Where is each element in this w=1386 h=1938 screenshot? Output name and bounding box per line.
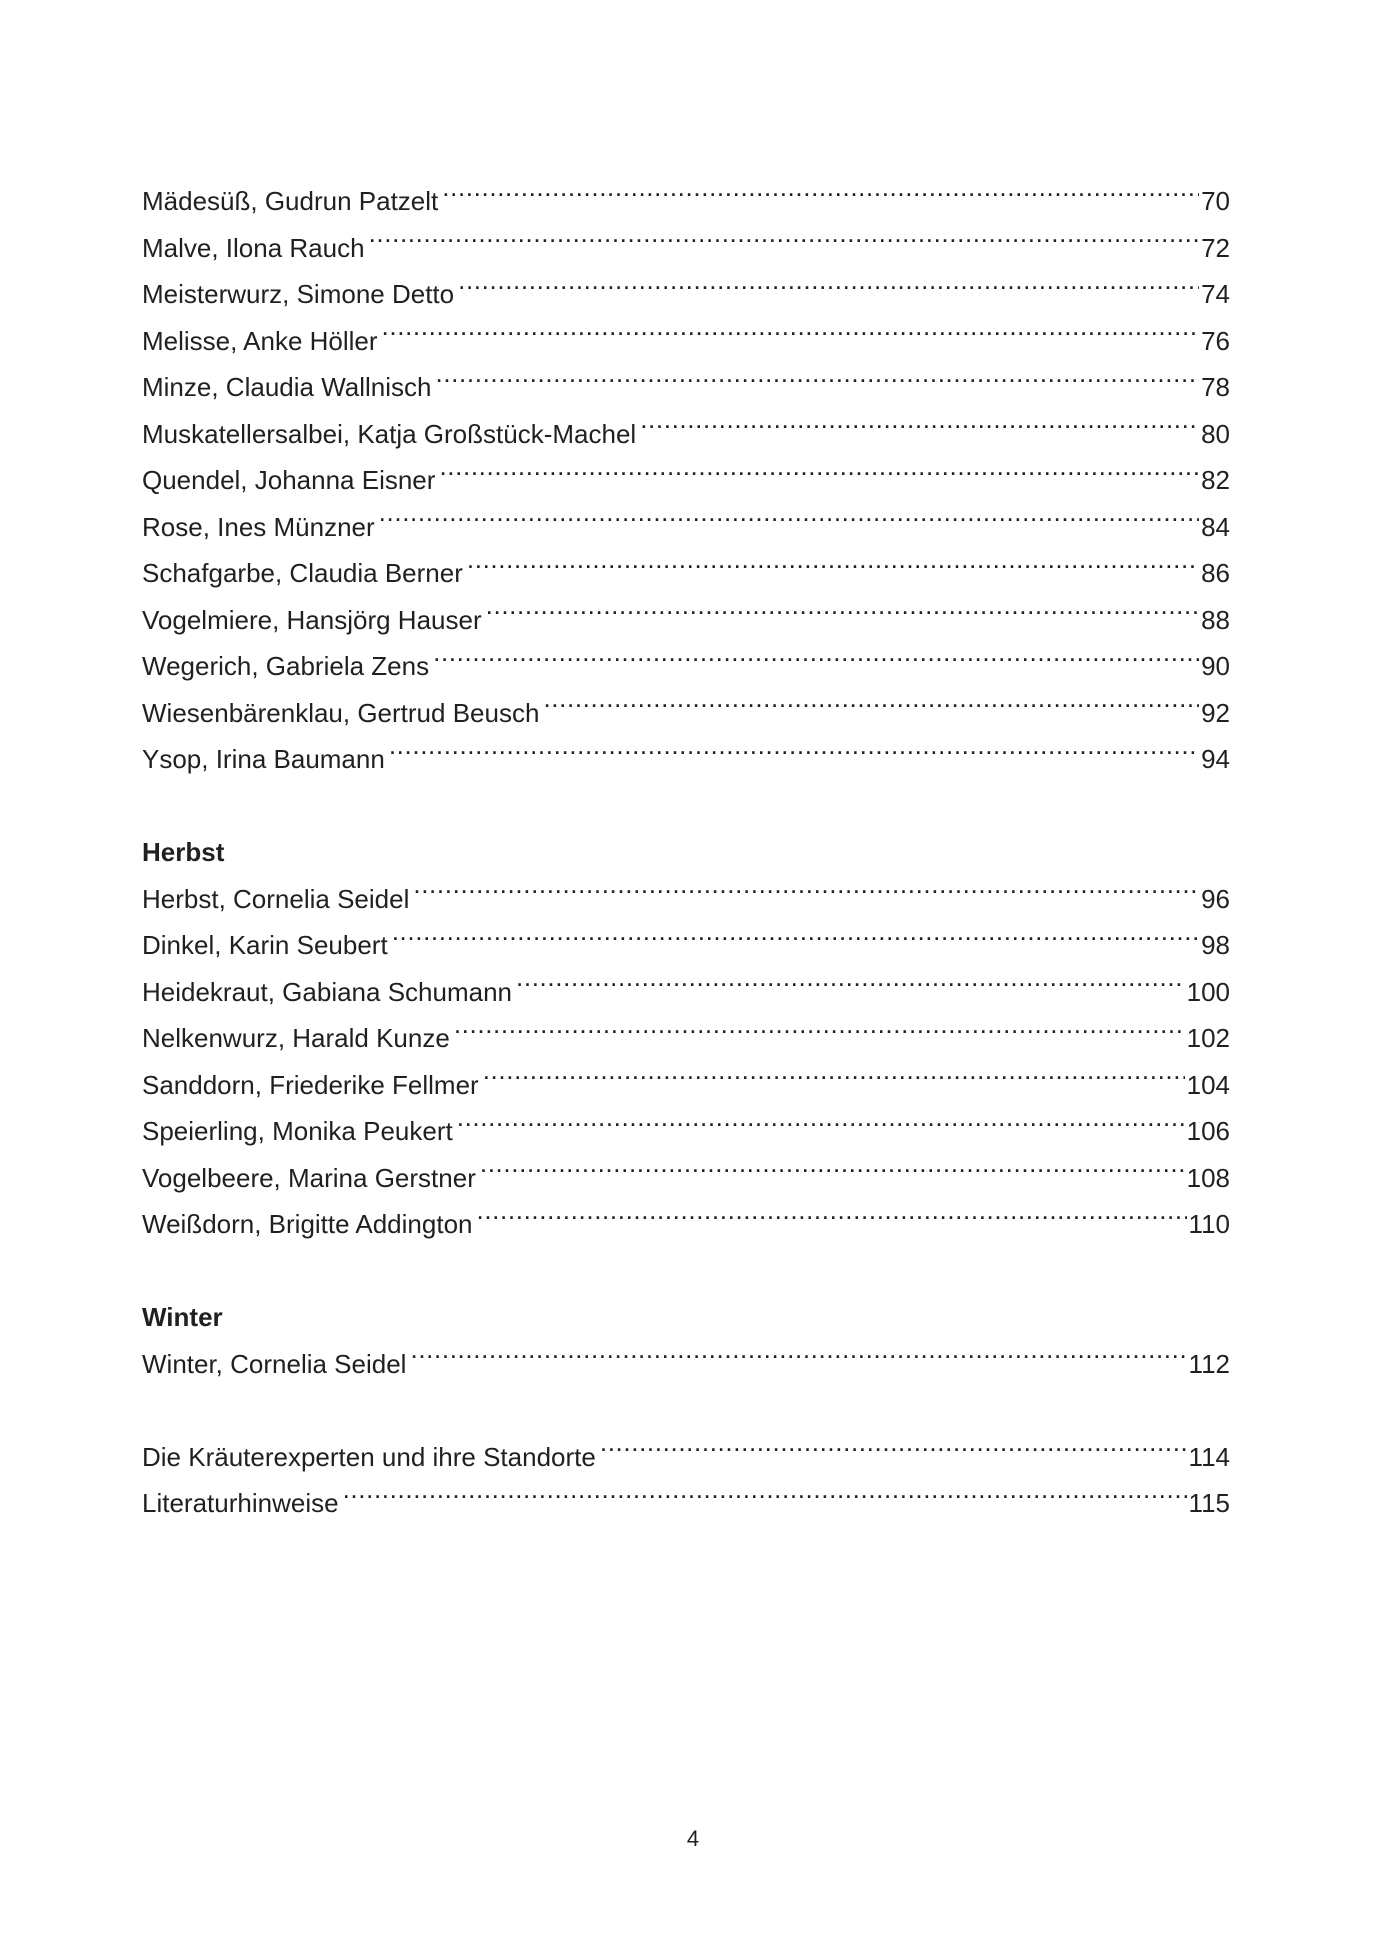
toc-entry-title: Meisterwurz, Simone Detto [142, 279, 455, 309]
dot-leader [382, 324, 1200, 350]
toc-entry-title: Weißdorn, Brigitte Addington [142, 1209, 473, 1239]
toc-entry-title: Muskatellersalbei, Katja Großstück-Machel [142, 418, 637, 449]
dot-leader [516, 975, 1185, 1001]
section-spacer [142, 1387, 1230, 1434]
toc-entry-page: 115 [1188, 1488, 1230, 1518]
section-spacer [142, 1248, 1230, 1295]
toc-entry[interactable] [142, 969, 1230, 1016]
toc-entry-page: 96 [1201, 883, 1230, 914]
toc-entry-page: 94 [1201, 744, 1230, 774]
toc-entry-page: 82 [1201, 465, 1230, 495]
toc-entry-page: 86 [1201, 558, 1230, 588]
toc-entry[interactable] [142, 922, 1230, 969]
toc-entry-title: Nelkenwurz, Harald Kunze [142, 1023, 450, 1053]
toc-entry[interactable] [142, 364, 1230, 411]
dot-leader [458, 277, 1199, 303]
toc-entry-page: 70 [1201, 186, 1230, 216]
toc-entry-page: 90 [1201, 651, 1230, 681]
dot-leader [486, 603, 1199, 629]
toc-entry-page: 104 [1186, 1069, 1230, 1100]
toc-entry-page: 100 [1186, 976, 1230, 1007]
toc-entry-page: 88 [1201, 604, 1230, 635]
toc-entry[interactable] [142, 457, 1230, 504]
dot-leader [410, 1347, 1186, 1373]
toc-entry-title: Wegerich, Gabriela Zens [142, 651, 430, 681]
toc-entry-title: Rose, Ines Münzner [142, 511, 375, 542]
toc-entry[interactable] [142, 690, 1230, 737]
dot-leader [600, 1440, 1187, 1466]
toc-entry[interactable] [142, 597, 1230, 644]
dot-leader [457, 1114, 1185, 1140]
section-spacer [142, 783, 1230, 830]
toc-entry[interactable] [142, 643, 1230, 690]
toc-entry[interactable] [142, 411, 1230, 458]
dot-leader [433, 649, 1199, 675]
dot-leader [483, 1068, 1185, 1094]
toc-entry-title: Vogelmiere, Hansjörg Hauser [142, 604, 482, 635]
toc-entry-title: Minze, Claudia Wallnisch [142, 372, 432, 402]
toc-entry-title: Speierling, Monika Peukert [142, 1116, 453, 1146]
toc-entry[interactable] [142, 1201, 1230, 1248]
toc-entry[interactable] [142, 271, 1230, 318]
dot-leader [640, 417, 1199, 443]
toc-entry[interactable] [142, 1341, 1230, 1388]
toc-entry-title: Dinkel, Karin Seubert [142, 930, 388, 960]
toc-body [142, 178, 1230, 1527]
toc-entry-page: 74 [1201, 279, 1230, 309]
dot-leader [454, 1021, 1185, 1047]
toc-entry-page: 72 [1201, 232, 1230, 263]
toc-entry[interactable] [142, 1062, 1230, 1109]
dot-leader [392, 928, 1199, 954]
toc-entry[interactable] [142, 876, 1230, 923]
dot-leader [379, 510, 1199, 536]
toc-entry-title: Melisse, Anke Höller [142, 325, 378, 356]
dot-leader [413, 882, 1199, 908]
toc-entry[interactable] [142, 225, 1230, 272]
toc-entry[interactable] [142, 1480, 1230, 1527]
toc-entry-page: 78 [1201, 372, 1230, 402]
toc-entry-title: Heidekraut, Gabiana Schumann [142, 976, 513, 1007]
toc-entry-page: 110 [1188, 1209, 1230, 1239]
toc-entry[interactable] [142, 1108, 1230, 1155]
toc-entry-title: Winter, Cornelia Seidel [142, 1348, 407, 1379]
toc-entry-page: 92 [1201, 697, 1230, 728]
dot-leader [343, 1486, 1187, 1512]
toc-entry-title: Die Kräuterexperten und ihre Standorte [142, 1441, 596, 1472]
toc-entry[interactable] [142, 1434, 1230, 1481]
dot-leader [467, 556, 1199, 582]
toc-entry-title: Literaturhinweise [142, 1488, 339, 1518]
toc-entry-title: Vogelbeere, Marina Gerstner [142, 1162, 476, 1193]
toc-entry-title: Malve, Ilona Rauch [142, 232, 365, 263]
toc-entry-title: Mädesüß, Gudrun Patzelt [142, 186, 439, 216]
section-heading: Winter [142, 1302, 223, 1332]
toc-entry[interactable] [142, 178, 1230, 225]
toc-entry-page: 106 [1186, 1116, 1230, 1146]
table-of-contents [142, 178, 1230, 1527]
toc-entry-title: Ysop, Irina Baumann [142, 744, 385, 774]
toc-entry-page: 76 [1201, 325, 1230, 356]
toc-entry-page: 80 [1201, 418, 1230, 449]
dot-leader [480, 1161, 1185, 1187]
dot-leader [369, 231, 1200, 257]
dot-leader [439, 463, 1199, 489]
toc-entry-title: Sanddorn, Friederike Fellmer [142, 1069, 479, 1100]
toc-entry-page: 114 [1188, 1441, 1230, 1472]
toc-entry[interactable] [142, 550, 1230, 597]
dot-leader [389, 742, 1199, 768]
section-heading: Herbst [142, 837, 225, 867]
toc-entry-title: Wiesenbärenklau, Gertrud Beusch [142, 697, 540, 728]
page-number: 4 [686, 1826, 700, 1851]
dot-leader [543, 696, 1199, 722]
toc-entry[interactable] [142, 318, 1230, 365]
toc-entry-page: 112 [1188, 1348, 1230, 1379]
toc-entry-title: Herbst, Cornelia Seidel [142, 883, 410, 914]
dot-leader [476, 1207, 1186, 1233]
toc-entry[interactable] [142, 736, 1230, 783]
toc-entry-page: 108 [1186, 1162, 1230, 1193]
toc-entry[interactable] [142, 1155, 1230, 1202]
toc-entry[interactable] [142, 504, 1230, 551]
toc-entry-page: 102 [1186, 1023, 1230, 1053]
toc-entry-page: 84 [1201, 511, 1230, 542]
toc-entry[interactable] [142, 1015, 1230, 1062]
toc-entry-title: Quendel, Johanna Eisner [142, 465, 436, 495]
dot-leader [435, 370, 1199, 396]
toc-entry-title: Schafgarbe, Claudia Berner [142, 558, 463, 588]
toc-entry-page: 98 [1201, 930, 1230, 960]
dot-leader [442, 184, 1199, 210]
